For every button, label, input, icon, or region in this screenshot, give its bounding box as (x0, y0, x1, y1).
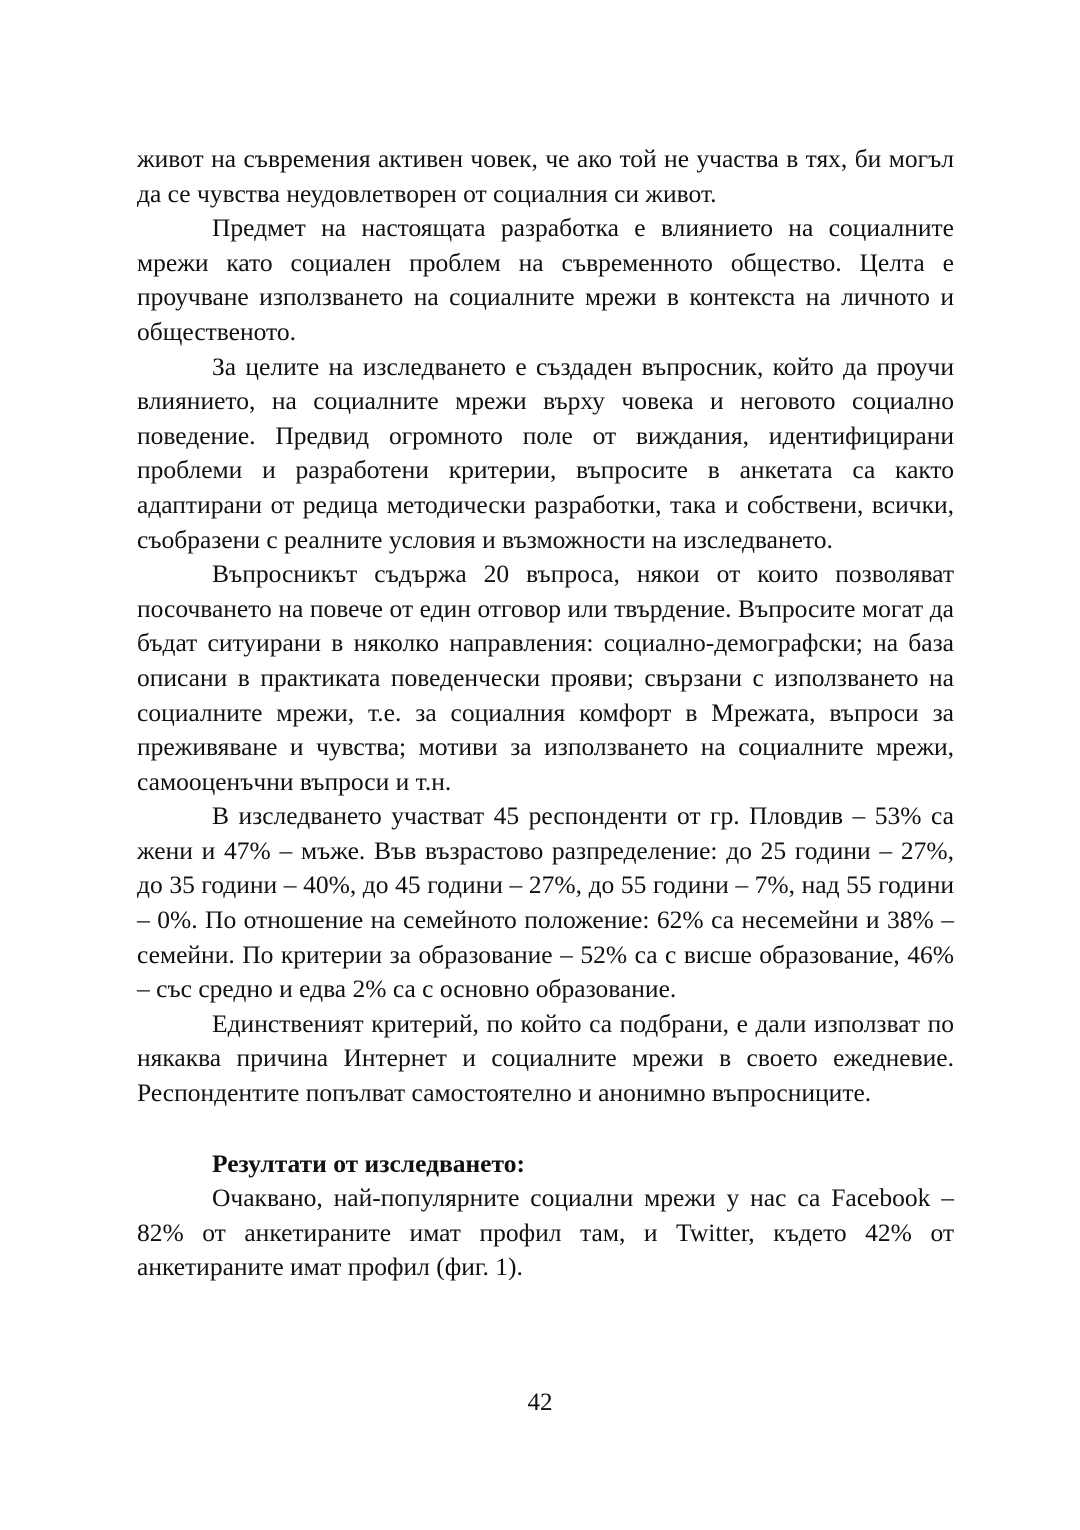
paragraph-7: Очаквано, най-популярните социални мрежи у нас са Facebook – 82% от анкетираните имат профил там, и Twitter, където 42% от анкетираните имат профил (фиг. 1). (137, 1183, 954, 1282)
paragraph-2: Предмет на настоящата разработка е влиянието на социалните мрежи като социален проблем на съвременното общество. Целта е проучване използването на социалните мрежи в контекста на личното и общественото. (137, 213, 954, 346)
paragraph-4: Въпросникът съдържа 20 въпроса, някои от които позволяват посочването на повече от един отговор или твърдение. Въпросите могат да бъдат ситуирани в няколко направления: социално-демографски; на база описани в практиката поведенчески прояви; свързани с използването на социалните мрежи, т.е. за социалния комфорт в Мрежата, въпроси за преживяване и чувства; мотиви за използването на социалните мрежи, самооценъчни въпроси и т.н. (137, 559, 954, 796)
paragraph-6: Единственият критерий, по който са подбрани, е дали използват по някаква причина Интернет и социалните мрежи в своето ежедневие. Респондентите попълват самостоятелно и анонимно въпросниците. (137, 1008, 954, 1108)
section-heading: Резултати от изследването: (212, 1148, 525, 1178)
page-body (137, 142, 954, 1285)
page-number: 42 (527, 1389, 553, 1416)
paragraph-5: В изследването участват 45 респонденти от гр. Пловдив – 53% са жени и 47% – мъже. Във възрастово разпределение: до 25 години – 27%, до 35 години – 40%, до 45 години – 27%, до 55 години – 7%, над 55 години – 0%. По отношение на семейното положение: 62% са несемейни и 38% – семейни. По критерии за образование – 52% са с висше образование, 46% – със средно и едва 2% са с основно образование. (137, 801, 954, 1004)
paragraph-3: За целите на изследването е създаден въпросник, който да проучи влиянието, на социалните мрежи върху човека и неговото социално поведение. Предвид огромното поле от виждания, идентифицирани проблеми и разработени критерии, въпросите в анкетата са както адаптирани от редица методически разработки, така и собствени, всички, съобразени с реалните условия и възможности на изследването. (137, 351, 954, 554)
paragraph-1: живот на съвремения активен човек, че ако той не участва в тях, би могъл да се чувства неудовлетворен от социалния си живот. (137, 144, 954, 208)
